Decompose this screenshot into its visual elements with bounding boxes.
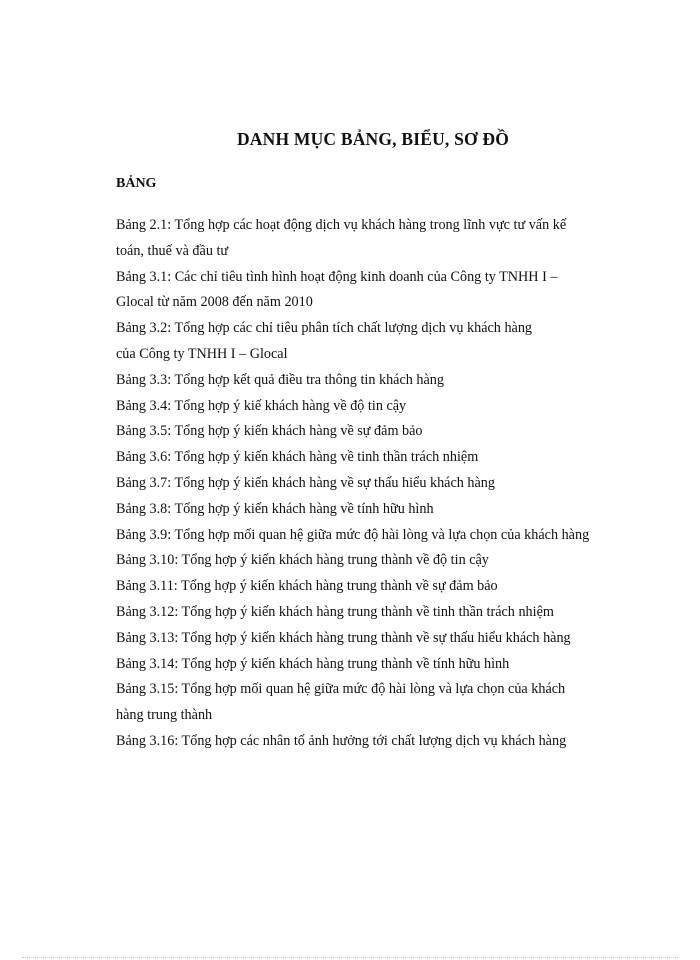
list-item: Glocal từ năm 2008 đến năm 2010	[116, 294, 313, 311]
list-item: Bảng 3.12: Tổng hợp ý kiến khách hàng trung thành về tinh thần trách nhiệm	[116, 603, 554, 620]
list-item: Bảng 3.8: Tổng hợp ý kiến khách hàng về tính hữu hình	[116, 500, 434, 517]
table-list	[116, 213, 636, 755]
list-item: Bảng 3.5: Tổng hợp ý kiến khách hàng về sự đảm bảo	[116, 423, 423, 440]
page-title: DANH MỤC BẢNG, BIỂU, SƠ ĐỒ	[236, 129, 510, 149]
list-item: toán, thuế và đầu tư	[116, 242, 229, 259]
section-heading: BẢNG	[116, 176, 157, 191]
list-item: hàng trung thành	[116, 707, 213, 724]
list-item: Bảng 3.15: Tổng hợp mối quan hệ giữa mức độ hài lòng và lựa chọn của khách	[116, 681, 566, 698]
list-item: Bảng 3.2: Tổng hợp các chỉ tiêu phân tích chất lượng dịch vụ khách hàng	[116, 320, 533, 337]
list-item: Bảng 3.1: Các chỉ tiêu tình hình hoạt động kinh doanh của Công ty TNHH I –	[116, 268, 558, 285]
page-bottom-divider	[22, 957, 678, 958]
list-item: Bảng 3.7: Tổng hợp ý kiến khách hàng về sự thấu hiểu khách hàng	[116, 474, 495, 491]
list-item: Bảng 3.10: Tổng hợp ý kiến khách hàng trung thành về độ tin cậy	[116, 552, 489, 569]
list-item: của Công ty TNHH I – Glocal	[116, 345, 288, 362]
list-item: Bảng 2.1: Tổng hợp các hoạt động dịch vụ khách hàng trong lĩnh vực tư vấn kế	[116, 217, 567, 233]
list-item: Bảng 3.9: Tổng hợp mối quan hệ giữa mức độ hài lòng và lựa chọn của khách hàng	[116, 526, 590, 543]
list-item: Bảng 3.16: Tổng hợp các nhân tố ảnh hưởng tới chất lượng dịch vụ khách hàng	[116, 732, 567, 749]
list-item: Bảng 3.6: Tổng hợp ý kiến khách hàng về tinh thần trách nhiệm	[116, 449, 479, 466]
list-item: Bảng 3.11: Tổng hợp ý kiến khách hàng trung thành về sự đảm bảo	[116, 578, 498, 595]
list-item: Bảng 3.4: Tổng hợp ý kiế khách hàng về độ tin cậy	[116, 397, 407, 414]
list-item: Bảng 3.3: Tổng hợp kết quả điều tra thông tin khách hàng	[116, 371, 444, 388]
list-item: Bảng 3.13: Tổng hợp ý kiến khách hàng trung thành về sự thấu hiểu khách hàng	[116, 629, 571, 646]
list-item: Bảng 3.14: Tổng hợp ý kiến khách hàng trung thành về tính hữu hình	[116, 655, 510, 672]
